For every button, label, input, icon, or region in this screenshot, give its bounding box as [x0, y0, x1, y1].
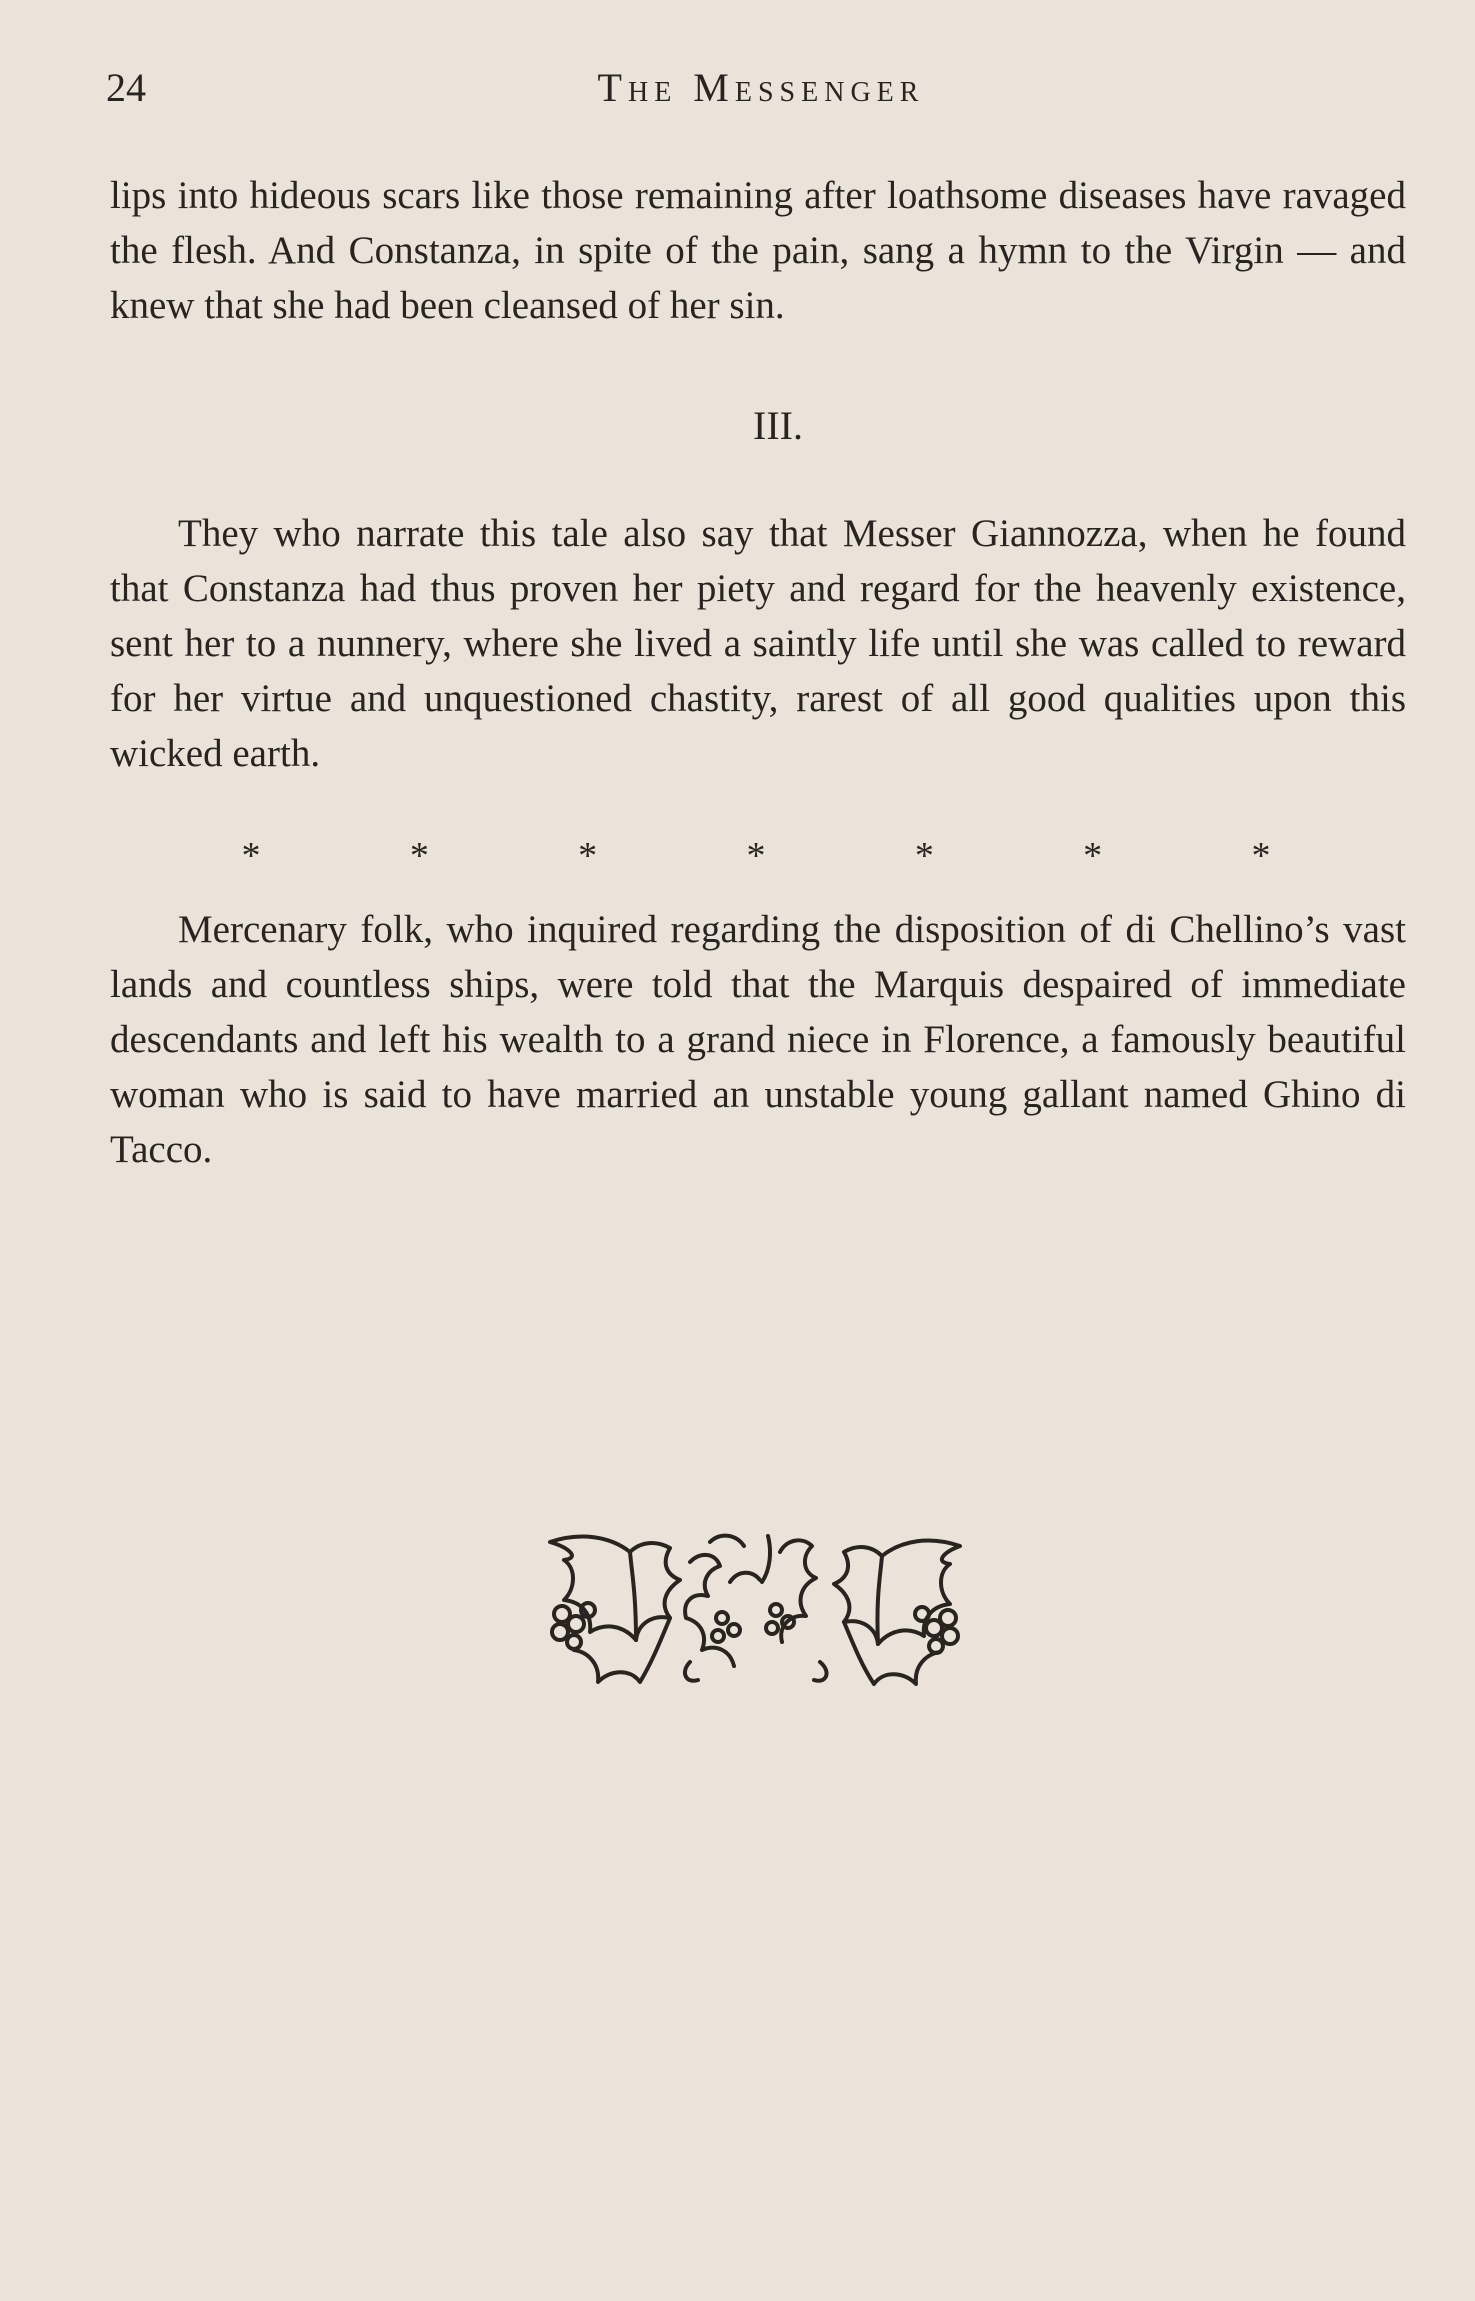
running-title: The Messenger [597, 65, 925, 110]
grapevine-ornament-icon [540, 1522, 970, 1690]
continuation-paragraph: lips into hideous scars like those remaining after loathsome diseases have ravaged the flesh. And Constanza, in spite of the pain, sang a hymn to the Virgin — and knew that she had been cleansed of her sin. [110, 174, 1406, 327]
section-heading: III. [753, 403, 803, 448]
asterisk: * [1251, 835, 1271, 877]
asterism-divider [236, 826, 1276, 886]
asterisk: * [746, 835, 766, 877]
running-head [106, 58, 1406, 118]
page-number: 24 [106, 65, 146, 110]
section-paragraph: They who narrate this tale also say that Messer Giannozza, when he found that Constanza had thus proven her piety and regard for the heavenly existence, sent her to a nunnery, where she lived a saintly life until she was called to reward for her virtue and unquestioned chastity, rarest of all good qualities upon this wicked earth. [110, 512, 1406, 775]
asterisk: * [241, 835, 261, 877]
asterisk: * [578, 835, 598, 877]
asterisk: * [1083, 835, 1103, 877]
asterisk: * [914, 835, 934, 877]
closing-paragraph: Mercenary folk, who inquired regarding the disposition of di Chellino’s vast lands and countless ships, were told that the Marquis despaired of immediate descendants and left his wealth to a grand niece in Florence, a famously beautiful woman who is said to have married an unstable young gallant named Ghino di Tacco. [110, 908, 1406, 1171]
asterisk: * [409, 835, 429, 877]
